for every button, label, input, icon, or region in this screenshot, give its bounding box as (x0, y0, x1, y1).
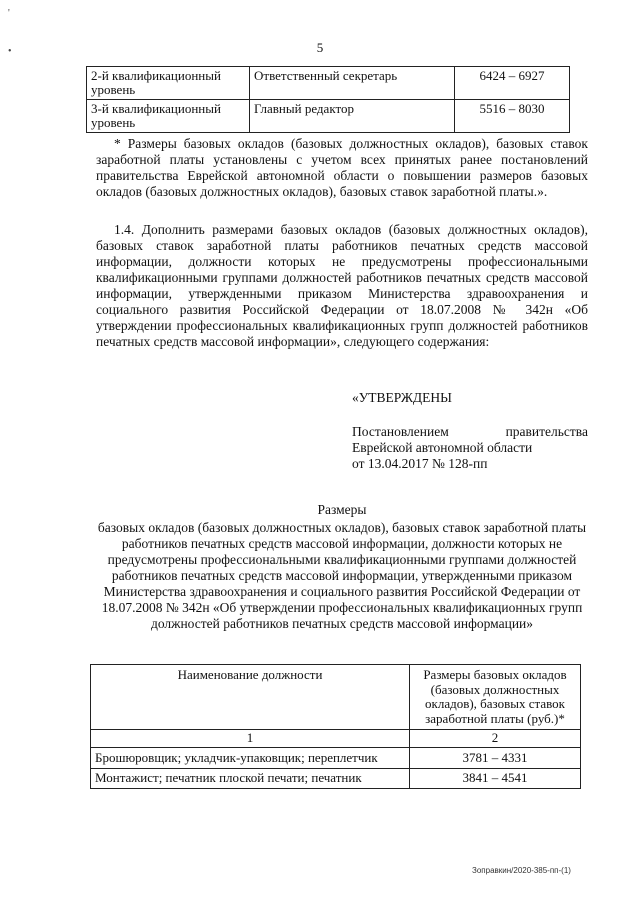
footnote-paragraph: * Размеры базовых окладов (базовых должностных окладов), базовых ставок заработной платы установлены с учетом всех принятых ранее постановлений правительства Еврейской автономной области о повышении размеров базовых окладов (базовых должностных окладов), базовых ставок заработной платы.». (96, 136, 588, 199)
salary-table-continuation (86, 66, 570, 133)
approval-authority: Постановлением правительства Еврейской автономной области (352, 424, 588, 455)
salary-range-cell: 5516 – 8030 (455, 100, 570, 133)
position-cell: Ответственный секретарь (250, 67, 455, 100)
position-cell: Монтажист; печатник плоской печати; печатник (91, 769, 410, 789)
page-number: 5 (316, 40, 324, 55)
section-title: Размеры (317, 502, 367, 517)
table-row (91, 769, 581, 789)
margin-mark: • (8, 46, 12, 57)
approval-heading: «УТВЕРЖДЕНЫ (352, 390, 452, 405)
salary-range-cell: 3781 – 4331 (410, 747, 581, 769)
qualification-level-cell: 3-й квалификационный уровень (87, 100, 250, 133)
salary-table (90, 664, 581, 789)
column-header-position: Наименование должности (91, 665, 410, 730)
position-cell: Главный редактор (250, 100, 455, 133)
table-header-row (91, 665, 581, 730)
column-number: 1 (91, 730, 410, 748)
column-number-row (91, 730, 581, 748)
approval-date: от 13.04.2017 № 128-пп (352, 456, 488, 471)
table-row (91, 747, 581, 769)
table-row (87, 100, 570, 133)
section-title-body: базовых окладов (базовых должностных окладов), базовых ставок заработной платы работников печатных средств массовой информации, должности которых не предусмотрены профессиональными квалификационными группами должностей работников печатных средств массовой информации, утвержденными приказом Министерства здравоохранения и социального развития Российской Федерации от 18.07.2008 № 342н «Об утверждении профессиональных квалификационных групп должностей работников печатных средств массовой информации» (97, 520, 587, 631)
position-cell: Брошюровщик; укладчик-упаковщик; переплетчик (91, 747, 410, 769)
table-row (87, 67, 570, 100)
margin-mark: ' (8, 8, 10, 19)
amendment-paragraph: 1.4. Дополнить размерами базовых окладов (базовых должностных окладов), базовых ставок заработной платы работников печатных средств массовой информации, должности которых не предусмотрены профессиональными квалификационными группами должностей работников печатных средств массовой информации, утвержденными приказом Министерства здравоохранения и социального развития Российской Федерации от 18.07.2008 № 342н «Об утверждении профессиональных квалификационных групп должностей работников печатных средств массовой информации», следующего содержания: (96, 222, 588, 349)
document-code: Зоправкин/2020-385-пп-(1) (472, 866, 571, 875)
salary-range-cell: 6424 – 6927 (455, 67, 570, 100)
column-header-salary: Размеры базовых окладов (базовых должностных окладов), базовых ставок заработной платы (руб.)* (410, 665, 581, 730)
salary-range-cell: 3841 – 4541 (410, 769, 581, 789)
column-number: 2 (410, 730, 581, 748)
qualification-level-cell: 2-й квалификационный уровень (87, 67, 250, 100)
